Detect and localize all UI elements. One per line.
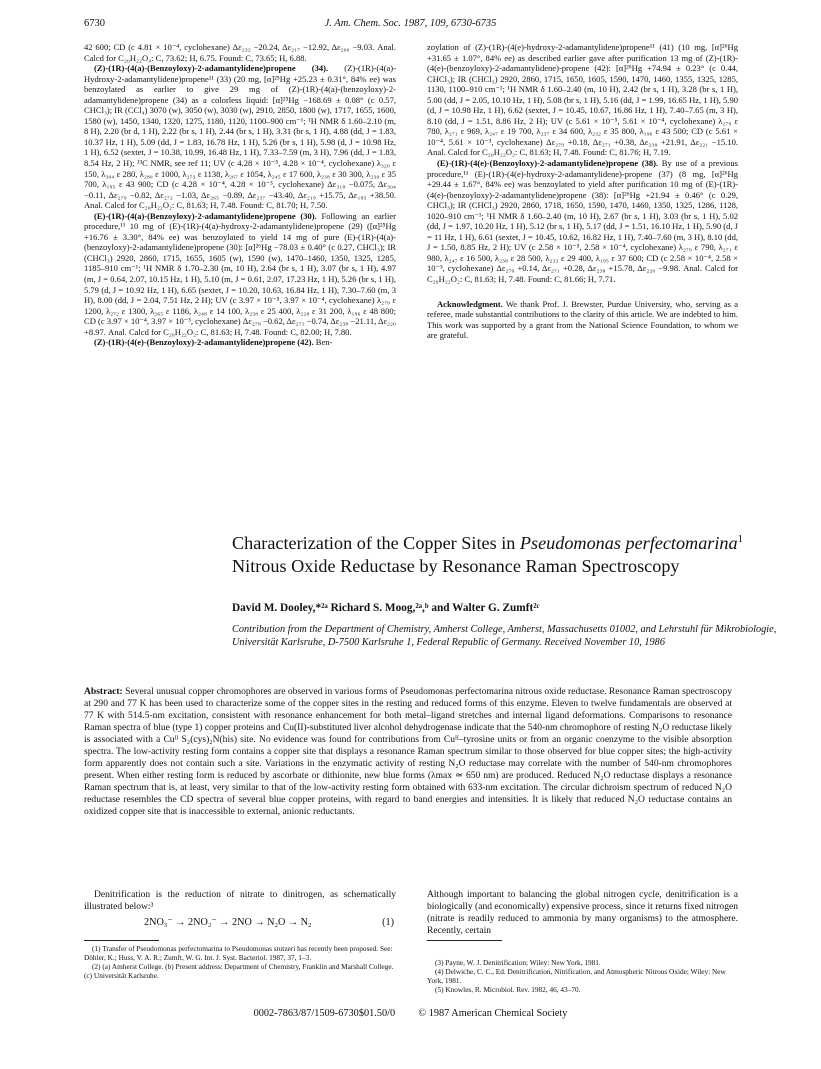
paragraph-text: Ben- — [313, 337, 333, 348]
footnotes-left — [84, 944, 396, 980]
footnote: (4) Delwiche, C. C., Ed. Denitrification, Nitrification, and Atmospheric Nitrous Oxide; Wiley: New York, 1981. — [427, 967, 726, 986]
abstract-text: Several unusual copper chromophores are observed in various forms of Pseudomonas perfectomarina nitrous oxide reductase. Resonance Raman spectroscopy at 290 and 77 K has been used to characterize some of the copper sites in the resting and reduced forms of this enzyme. Eleven to twelve fundamentals are observed at 77 K with 514.5-nm excitation, consistent with resonance enhancement for both metal–ligand stretches and internal ligand deformations. Comparisons to resonance Raman spectra of blue (type 1) copper proteins and Cu(II)-substituted liver alcohol dehydrogenase indicate that the 540-nm chromophore of resting N₂O reductase likely is associated with a Cuᴵᴵ S₂(cys)₂N(his) site. No evidence was found for contributions from Cuᴵᴵ–tyrosine units or from an organic coenzyme to the visible absorption spectra. The low-activity resting form contains a copper site that displays a resonance Raman spectrum similar to those observed for blue copper sites; the high-activity form apparently does not contain such a site. Variations in the enzymatic activity of resting N₂O reductase may correlate with the number of 540-nm chromophores present. When either resting form is reduced by ascorbate or dithionite, new blue forms (λmax ≃ 650 nm) are produced. Reduced N₂O reductase displays a resonance Raman spectrum that is, at least, very similar to that of the low-activity resting form obtained with 633-nm excitation. The circular dichroism spectrum of reduced N₂O reductase resembles the CD spectra of several blue copper proteins, with regard to band energies and intensities. It is likely that reduced N₂O reductase contains an oxidized copper site that is inaccessible to external, anionic reductants. — [84, 686, 732, 818]
intro-paragraph: Although important to balancing the global nitrogen cycle, denitrification is a biologically (and economically) expensive process, since it returns fixed nitrogen (nitrate is readily reduced to ammonia by many organisms) to the atmosphere. Recently, certain — [427, 889, 738, 936]
footer-code: 0002-7863/87/1509-6730$01.50/0 — [253, 1008, 396, 1019]
footnote: (2) (a) Amherst College. (b) Present address: Department of Chemistry, Franklin and Marshall College. (c) Universität Karlsruhe. — [84, 962, 394, 981]
body-right-column — [427, 889, 738, 937]
equation-number: (1) — [382, 917, 394, 928]
acknowledgment — [427, 299, 738, 341]
paragraph-text: (Z)-(1R)-(4(a)-Hydroxy-2-adamantylidene)propene¹¹ (33) (20 mg, [α]²⁵Hg +25.23 ± 0.31°, 84% ee) was benzoylated as earlier to give 29 mg of (Z)-(1R)-(4(a)-(benzoyloxy)-2-adamantylidene)propene (34) as a colorless liquid: [α]²⁵Hg −168.69 ± 0.08° (c 0.57, CHCl₃); IR (CCl₄) 3070 (w), 3050 (w), 3030 (w), 2910, 2850, 1800 (w), 1717, 1655, 1600, 1580 (w), 1450, 1340, 1320, 1275, 1180, 1120, 1100–900 cm⁻¹; ¹H NMR δ 1.60–2.10 (m, 8 H), 2.20 (br d, 1 H), 2.22 (br s, 1 H), 2.44 (br s, 1 H), 3.31 (br s, 1 H), 4.88 (dd, J = 1.83, 10.37 Hz, 1 H), 5.09 (dd, J = 1.83, 16.78 Hz, 1 H), 5.26 (br s, 1 H), 5.98 (d, J = 10.98 Hz, 1 H), 6.52 (sextet, J = 10.38, 10.99, 16.48 Hz, 1 H), 7.33–7.59 (m, 3 H), 7.96 (dd, J = 1.83, 8.54 Hz, 2 H); ¹³C NMR, see ref 11; UV (c 4.28 × 10⁻⁵, 4.28 × 10⁻⁴, cyclohexane) λ₃₂₀ ε 150, λ₃₀₄ ε 280, λ₂₈₀ ε 1000, λ₂₇₃ ε 1138, λ₂₆₇ ε 1054, λ₂₄₅ ε 17 600, λ₂₃₈ ε 30 300, λ₂₃₀ ε 35 700, λ₁₉₅ ε 43 900; CD (c 4.28 × 10⁻⁴, 4.28 × 10⁻³, cyclohexane) Δε₃₁₈ −0.075, Δε₃₀₄ −0.11, Δε₂₇₉ −0.82, Δε₂₇₂ −1.03, Δε₂₆₅ −0.89, Δε₂₃₇ −43.40, Δε₂₁₉ +15.75, Δε₁₉₅ +38.50. Anal. Calcd for C₂₀H₂₂O₂: C, 81.63; H, 7.48. Found: C, 81.70; H, 7.50. — [84, 63, 396, 211]
compound-heading: (E)-(1R)-(4(a)-(Benzoyloxy)-2-adamantylidene)propene (30). — [94, 210, 317, 221]
compound-heading: (Z)-(1R)-(4(e)-(Benzoyloxy)-2-adamantylidene)propene (42). — [94, 337, 314, 348]
title-organism: Pseudomonas perfectomarina — [519, 533, 738, 554]
footer-copyright: © 1987 American Chemical Society — [418, 1008, 568, 1019]
paragraph — [84, 63, 396, 211]
top-right-column — [427, 42, 738, 341]
top-left-column — [84, 42, 396, 348]
paragraph — [84, 42, 396, 63]
paragraph — [427, 158, 738, 285]
denitrification-equation: 2NO₃⁻ → 2NO₂⁻ → 2NO → N₂O → N₂ — [144, 917, 312, 928]
paragraph — [84, 211, 396, 338]
acknowledgment-text: We thank Prof. J. Brewster, Purdue University, who, serving as a referee, made substantial contributions to the clarity of this article. We are indebted to him. This work was supported by a grant from the National Science Foundation, to whom we are grateful. — [427, 298, 738, 341]
paragraph-text: Following an earlier procedure,¹¹ 10 mg of (E)-(1R)-(4(a)-hydroxy-2-adamantylidene)propene (29) ([α]²⁵Hg +16.76 ± 3.30°, 84% ee) was benzoylated to yield 14 mg of pure (E)-(1R)-(4(a)-(benzoyloxy)-2-adamantylidene)propene (30): [α]²⁶Hg −78.03 ± 0.40° (c 0.27, CHCl₃); IR (CHCl₃) 2920, 2860, 1715, 1655, 1605 (w), 1590 (w), 1470–1460, 1350, 1325, 1285, 1185–910 cm⁻¹; ¹H NMR δ 1.70–2.30 (m, 10 H), 2.64 (br s, 1 H), 3.07 (br s, 1 H), 4.97 (m, J = 0.64, 2.07, 10.15 Hz, 1 H), 5.10 (m, J = 0.61, 2.07, 17.23 Hz, 1 H), 5.26 (br s, 1 H), 5.79 (d, J = 10.92 Hz, 1 H), 6.65 (sextet, J = 10.20, 10.63, 16.84 Hz, 1 H), 7.30–7.60 (m, 3 H), 8.00 (dd, J = 2.04, 7.51 Hz, 2 H); UV (c 3.97 × 10⁻⁵, 3.97 × 10⁻⁴, cyclohexane) λ₂₇₉ ε 1200, λ₂₇₂ ε 1300, λ₂₆₅ ε 1186, λ₂₄₈ ε 14 100, λ₂₃₈ ε 25 400, λ₂₂₈ ε 31 200, λ₁₉₆ ε 48 800; CD (c 3.97 × 10⁻⁴, 3.97 × 10⁻³, cyclohexane) Δε₂₇₈ −0.62, Δε₂₇₁ −0.74, Δε₂₃₈ −21.11, Δε₂₂₀ +8.97. Anal. Calcd for C₂₀H₂₂O₂: C, 81.63; H, 7.48. Found: C, 82.00; H, 7.80. — [84, 210, 396, 337]
page-number: 6730 — [84, 18, 105, 29]
compound-heading: (Z)-(1R)-(4(a)-(Benzoyloxy)-2-adamantylidene)propene (34). — [94, 63, 329, 74]
acknowledgment-heading: Acknowledgment. — [437, 298, 503, 309]
footnotes-right — [427, 958, 738, 994]
equation-row — [84, 916, 396, 932]
abstract-label: Abstract: — [84, 686, 123, 697]
running-header: J. Am. Chem. Soc. 1987, 109, 6730-6735 — [324, 18, 497, 29]
paragraph-text: 42 600; CD (c 4.81 × 10⁻⁴, cyclohexane) Δε₂₃₂ −20.24, Δε₂₁₇ −12.92, Δε₂₀₀ −9.03. Anal. Calcd for C₂₀H₂₂O₄: C, 73.62; H, 6.75. Found: C, 73.65; H, 6.88. — [84, 42, 396, 63]
footnote-rule — [427, 940, 502, 941]
compound-heading: (E)-(1R)-(4(e)-(Benzoyloxy)-2-adamantylidene)propene (38). — [437, 158, 659, 169]
paragraph-text: zoylation of (Z)-(1R)-(4(e)-hydroxy-2-adamantylidene)propene¹¹ (41) (10 mg, [α]²⁶Hg +31.65 ± 1.07°, 84% ee) as described earlier gave after purification 13 mg of (Z)-(1R)-(4(e)-(benzoyloxy)-2-adamantylidene)-propene (42): [α]²⁶Hg +74.94 ± 0.23° (c 0.44, CHCl₃); IR (CHCl₃) 2920, 2860, 1715, 1650, 1605, 1590, 1470, 1460, 1355, 1325, 1285, 1130, 1100–910 cm⁻¹; ¹H NMR δ 1.60–2.40 (m, 10 H), 2.42 (br s, 1 H), 3.28 (br s, 1 H), 5.00 (dd, J = 2.05, 10.10 Hz, 1 H), 5.08 (br s, 1 H), 5.16 (dd, J = 1.99, 16.65 Hz, 1 H), 5.90 (d, J = 10.98 Hz, 1 H), 6.62 (sextet, J = 10.45, 10.67, 16.86 Hz, 1 H), 7.40–7.65 (m, 3 H), 8.10 (dd, J = 1.51, 8.86 Hz, 2 H); UV (c 5.61 × 10⁻⁵, 5.61 × 10⁻⁴, cyclohexane) λ₂₇₉ ε 780, λ₂₇₁ ε 969, λ₂₄₇ ε 19 700, λ₂₃₇ ε 34 600, λ₂₃₂ ε 35 800, λ₁₉₆ ε 43 500; CD (c 5.61 × 10⁻⁴, 5.61 × 10⁻³, cyclohexane) Δε₂₇₉ +0.18, Δε₂₇₁ +0.38, Δε₂₃₈ +21.91, Δε₂₂₁ −15.10. Anal. Calcd for C₂₀H₂₂O₂: C, 81.63; H, 7.48. Found: C, 81.76; H, 7.19. — [427, 42, 738, 158]
article-title: Characterization of the Copper Sites in Pseudomonas perfectomarina$^1$ Nitrous Oxide Reductase by Resonance Raman Spectroscopy — [232, 533, 744, 577]
page-footer — [0, 1008, 821, 1019]
paragraph — [84, 337, 396, 348]
article-authors: David M. Dooley,*²ᵃ Richard S. Moog,²ᵃ,ᵇ and Walter G. Zumft²ᶜ — [232, 602, 540, 614]
footnote: (3) Payne, W. J. Denitrification; Wiley: New York, 1981. — [435, 958, 601, 967]
title-footnote-mark: 1 — [737, 533, 744, 545]
footnote-rule — [84, 940, 159, 941]
footnote: (1) Transfer of Pseudomonas perfectomarina to Pseudomonas stutzeri has recently been proposed. See: Döhler, K.; Huss, V. A. R.; Zumft, W. G. Int. J. Syst. Bacteriol. 1987, 37, 1–3. — [84, 944, 393, 963]
article-affiliation: Contribution from the Department of Chemistry, Amherst College, Amherst, Massachusetts 01002, and Lehrstuhl für Mikrobiologie, Universität Karlsruhe, D-7500 Karlsruhe 1, Federal Republic of Germany. Received November 10, 1986 — [232, 624, 777, 649]
footnote: (5) Knowles, R. Microbiol. Rev. 1982, 46, 43–70. — [435, 985, 581, 995]
paragraph-text: By use of a previous procedure,¹¹ (E)-(1R)-(4(e)-hydroxy-2-adamantylidene)-propene (37) (8 mg, [α]²⁶Hg +29.44 ± 1.67°, 84% ee) was benzoylated to yield after purification 10 mg of (E)-(1R)-(4(e)-(benzoyloxy)-2-adamantylidene)propene (38): [α]²⁶Hg +21.94 ± 0.46° (c 0.29, CHCl₃); IR (CHCl₃) 2920, 2860, 1718, 1650, 1590, 1470, 1460, 1350, 1325, 1286, 1128, 1020–910 cm⁻¹; ¹H NMR δ 1.60–2.40 (m, 10 H), 2.67 (br s, 1 H), 3.03 (br s, 1 H), 5.02 (dd, J = 1.97, 10.20 Hz, 1 H), 5.12 (br s, 1 H), 5.17 (dd, J = 1.51, 16.10 Hz, 1 H), 5.90 (d, J = 11 Hz, 1 H), 6.61 (sextet, J = 10.45, 10.62, 16.82 Hz, 1 H), 7.40–7.60 (m, 3 H), 8.10 (dd, J = 1.50, 8.85 Hz, 2 H); UV (c 2.58 × 10⁻⁵, 2.58 × 10⁻⁴, cyclohexane) λ₂₇₉ ε 790, λ₂₇₁ ε 980, λ₂₄₇ ε 16 500, λ₂₃₈ ε 28 500, λ₂₃₂ ε 29 400, λ₁₉₅ ε 37 600; CD (c 2.58 × 10⁻⁴, 2.58 × 10⁻³, cyclohexane) Δε₂₇₉ +0.14, Δε₂₇₁ +0.28, Δε₂₃₈ +15.78, Δε₂₂₀ −9.98. Anal. Calcd for C₂₀H₂₂O₂: C, 81.63; H, 7.48. Found: C, 81.66; H, 7.71. — [427, 158, 738, 285]
intro-paragraph: Denitrification is the reduction of nitrate to dinitrogen, as schematically illustrated below:³ — [84, 889, 396, 912]
abstract — [84, 686, 732, 819]
paragraph — [427, 42, 738, 158]
body-left-column — [84, 889, 396, 932]
